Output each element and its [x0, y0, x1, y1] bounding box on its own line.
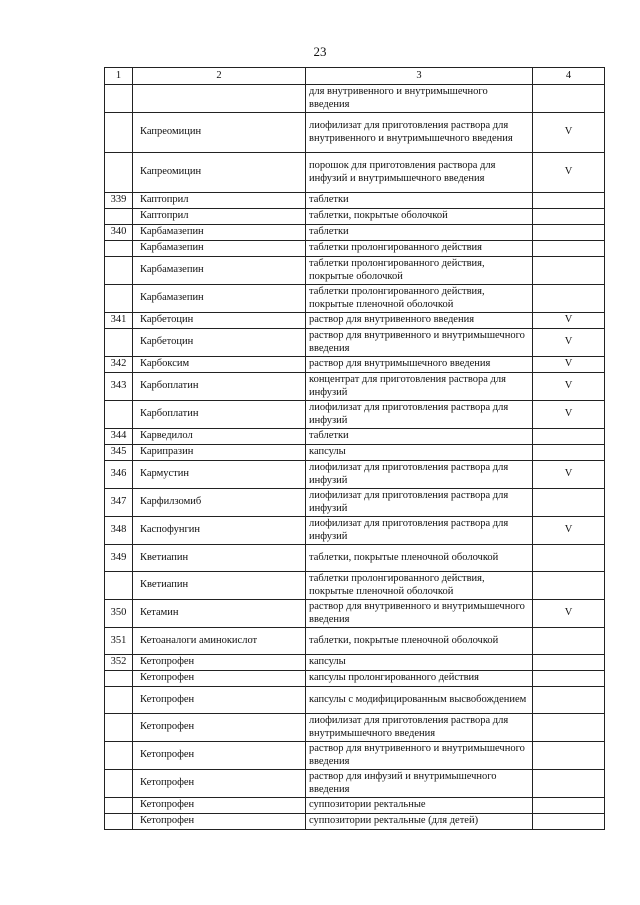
- vital-mark-cell: [533, 193, 605, 209]
- drug-name-cell: Капреомицин: [133, 113, 306, 153]
- row-number-cell: [105, 714, 133, 742]
- table-row: [105, 742, 605, 770]
- drug-name-cell: Карбамазепин: [133, 257, 306, 285]
- row-number-cell: [105, 153, 133, 193]
- table-row: [105, 241, 605, 257]
- drug-name-cell: Кетопрофен: [133, 687, 306, 714]
- table-row: [105, 770, 605, 798]
- vital-mark-cell: [533, 257, 605, 285]
- table-row: [105, 714, 605, 742]
- row-number-cell: [105, 285, 133, 313]
- table-row: [105, 285, 605, 313]
- vital-mark-cell: V: [533, 313, 605, 329]
- table-row: [105, 113, 605, 153]
- column-header-4: 4: [533, 68, 605, 85]
- row-number-cell: 345: [105, 445, 133, 461]
- drug-name-cell: Карбетоцин: [133, 313, 306, 329]
- row-number-cell: 349: [105, 545, 133, 572]
- drug-table: [104, 67, 605, 830]
- drug-name-cell: Карбоплатин: [133, 401, 306, 429]
- row-number-cell: [105, 798, 133, 814]
- drug-name-cell: Кармустин: [133, 461, 306, 489]
- row-number-cell: 342: [105, 357, 133, 373]
- vital-mark-cell: V: [533, 600, 605, 628]
- dosage-form-cell: капсулы пролонгированного действия: [306, 671, 533, 687]
- dosage-form-cell: таблетки: [306, 225, 533, 241]
- table-row: [105, 225, 605, 241]
- dosage-form-cell: лиофилизат для приготовления раствора для инфузий: [306, 461, 533, 489]
- dosage-form-cell: порошок для приготовления раствора для инфузий и внутримышечного введения: [306, 153, 533, 193]
- table-row: [105, 461, 605, 489]
- drug-name-cell: Капреомицин: [133, 153, 306, 193]
- table-row: [105, 687, 605, 714]
- row-number-cell: [105, 401, 133, 429]
- drug-name-cell: [133, 85, 306, 113]
- row-number-cell: 348: [105, 517, 133, 545]
- vital-mark-cell: [533, 225, 605, 241]
- dosage-form-cell: капсулы: [306, 445, 533, 461]
- dosage-form-cell: таблетки: [306, 193, 533, 209]
- dosage-form-cell: таблетки, покрытые пленочной оболочкой: [306, 545, 533, 572]
- drug-name-cell: Каптоприл: [133, 193, 306, 209]
- row-number-cell: [105, 85, 133, 113]
- vital-mark-cell: V: [533, 461, 605, 489]
- vital-mark-cell: [533, 285, 605, 313]
- drug-name-cell: Каптоприл: [133, 209, 306, 225]
- row-number-cell: [105, 329, 133, 357]
- column-header-2: 2: [133, 68, 306, 85]
- table-row: [105, 445, 605, 461]
- drug-name-cell: Карбоксим: [133, 357, 306, 373]
- table-row: [105, 489, 605, 517]
- drug-name-cell: Кетопрофен: [133, 742, 306, 770]
- vital-mark-cell: V: [533, 357, 605, 373]
- drug-name-cell: Кетопрофен: [133, 671, 306, 687]
- drug-name-cell: Кетопрофен: [133, 655, 306, 671]
- table-row: [105, 572, 605, 600]
- table-row: [105, 600, 605, 628]
- dosage-form-cell: раствор для внутривенного и внутримышечного введения: [306, 742, 533, 770]
- table-row: [105, 209, 605, 225]
- row-number-cell: [105, 257, 133, 285]
- row-number-cell: 351: [105, 628, 133, 655]
- column-header-1: 1: [105, 68, 133, 85]
- drug-name-cell: Кетопрофен: [133, 714, 306, 742]
- vital-mark-cell: [533, 445, 605, 461]
- row-number-cell: [105, 814, 133, 830]
- vital-mark-cell: [533, 671, 605, 687]
- drug-name-cell: Кетопрофен: [133, 814, 306, 830]
- drug-name-cell: Карбамазепин: [133, 285, 306, 313]
- vital-mark-cell: [533, 241, 605, 257]
- dosage-form-cell: лиофилизат для приготовления раствора для внутривенного и внутримышечного введения: [306, 113, 533, 153]
- drug-name-cell: Карбетоцин: [133, 329, 306, 357]
- table-row: [105, 517, 605, 545]
- page-number: 23: [313, 44, 327, 59]
- table-row: [105, 814, 605, 830]
- table-row: [105, 798, 605, 814]
- row-number-cell: [105, 770, 133, 798]
- row-number-cell: [105, 113, 133, 153]
- table-row: [105, 373, 605, 401]
- dosage-form-cell: лиофилизат для приготовления раствора для инфузий: [306, 489, 533, 517]
- dosage-form-cell: концентрат для приготовления раствора для инфузий: [306, 373, 533, 401]
- table-row: [105, 329, 605, 357]
- drug-name-cell: Кетопрофен: [133, 798, 306, 814]
- vital-mark-cell: [533, 545, 605, 572]
- vital-mark-cell: [533, 489, 605, 517]
- drug-name-cell: Карбоплатин: [133, 373, 306, 401]
- vital-mark-cell: V: [533, 373, 605, 401]
- vital-mark-cell: [533, 714, 605, 742]
- table-row: [105, 193, 605, 209]
- row-number-cell: 347: [105, 489, 133, 517]
- dosage-form-cell: таблетки пролонгированного действия, покрытые оболочкой: [306, 257, 533, 285]
- vital-mark-cell: V: [533, 517, 605, 545]
- drug-name-cell: Каспофунгин: [133, 517, 306, 545]
- drug-name-cell: Карбамазепин: [133, 241, 306, 257]
- vital-mark-cell: [533, 85, 605, 113]
- dosage-form-cell: суппозитории ректальные (для детей): [306, 814, 533, 830]
- drug-name-cell: Карипразин: [133, 445, 306, 461]
- table-row: [105, 655, 605, 671]
- vital-mark-cell: [533, 770, 605, 798]
- row-number-cell: 339: [105, 193, 133, 209]
- vital-mark-cell: [533, 798, 605, 814]
- table-row: [105, 545, 605, 572]
- table-row: [105, 257, 605, 285]
- dosage-form-cell: лиофилизат для приготовления раствора для инфузий: [306, 517, 533, 545]
- drug-name-cell: Кетоаналоги аминокислот: [133, 628, 306, 655]
- row-number-cell: [105, 241, 133, 257]
- row-number-cell: [105, 687, 133, 714]
- vital-mark-cell: [533, 814, 605, 830]
- vital-mark-cell: [533, 628, 605, 655]
- dosage-form-cell: таблетки пролонгированного действия, покрытые пленочной оболочкой: [306, 285, 533, 313]
- dosage-form-cell: таблетки, покрытые пленочной оболочкой: [306, 628, 533, 655]
- table-row: [105, 357, 605, 373]
- vital-mark-cell: [533, 209, 605, 225]
- drug-name-cell: Карфилзомиб: [133, 489, 306, 517]
- dosage-form-cell: капсулы с модифицированным высвобождением: [306, 687, 533, 714]
- dosage-form-cell: раствор для инфузий и внутримышечного введения: [306, 770, 533, 798]
- vital-mark-cell: V: [533, 329, 605, 357]
- table-row: [105, 671, 605, 687]
- row-number-cell: [105, 209, 133, 225]
- row-number-cell: [105, 572, 133, 600]
- drug-name-cell: Кветиапин: [133, 545, 306, 572]
- table-row: [105, 153, 605, 193]
- drug-name-cell: Кетопрофен: [133, 770, 306, 798]
- dosage-form-cell: таблетки, покрытые оболочкой: [306, 209, 533, 225]
- table-row: [105, 313, 605, 329]
- vital-mark-cell: [533, 687, 605, 714]
- vital-mark-cell: [533, 742, 605, 770]
- table-header-row: [105, 68, 605, 85]
- row-number-cell: 344: [105, 429, 133, 445]
- table-row: [105, 85, 605, 113]
- vital-mark-cell: [533, 572, 605, 600]
- drug-name-cell: Карбамазепин: [133, 225, 306, 241]
- vital-mark-cell: [533, 655, 605, 671]
- vital-mark-cell: V: [533, 113, 605, 153]
- dosage-form-cell: раствор для внутривенного и внутримышечного введения: [306, 600, 533, 628]
- table-row: [105, 401, 605, 429]
- row-number-cell: 343: [105, 373, 133, 401]
- row-number-cell: [105, 671, 133, 687]
- dosage-form-cell: суппозитории ректальные: [306, 798, 533, 814]
- table-row: [105, 429, 605, 445]
- dosage-form-cell: лиофилизат для приготовления раствора для инфузий: [306, 401, 533, 429]
- dosage-form-cell: таблетки: [306, 429, 533, 445]
- row-number-cell: 340: [105, 225, 133, 241]
- dosage-form-cell: таблетки пролонгированного действия: [306, 241, 533, 257]
- dosage-form-cell: капсулы: [306, 655, 533, 671]
- row-number-cell: 352: [105, 655, 133, 671]
- vital-mark-cell: V: [533, 401, 605, 429]
- dosage-form-cell: таблетки пролонгированного действия, покрытые пленочной оболочкой: [306, 572, 533, 600]
- dosage-form-cell: раствор для внутривенного и внутримышечного введения: [306, 329, 533, 357]
- vital-mark-cell: V: [533, 153, 605, 193]
- dosage-form-cell: лиофилизат для приготовления раствора для внутримышечного введения: [306, 714, 533, 742]
- row-number-cell: 350: [105, 600, 133, 628]
- dosage-form-cell: раствор для внутримышечного введения: [306, 357, 533, 373]
- drug-name-cell: Кветиапин: [133, 572, 306, 600]
- dosage-form-cell: для внутривенного и внутримышечного введения: [306, 85, 533, 113]
- drug-name-cell: Карведилол: [133, 429, 306, 445]
- table-row: [105, 628, 605, 655]
- vital-mark-cell: [533, 429, 605, 445]
- row-number-cell: [105, 742, 133, 770]
- drug-name-cell: Кетамин: [133, 600, 306, 628]
- row-number-cell: 346: [105, 461, 133, 489]
- dosage-form-cell: раствор для внутривенного введения: [306, 313, 533, 329]
- column-header-3: 3: [306, 68, 533, 85]
- row-number-cell: 341: [105, 313, 133, 329]
